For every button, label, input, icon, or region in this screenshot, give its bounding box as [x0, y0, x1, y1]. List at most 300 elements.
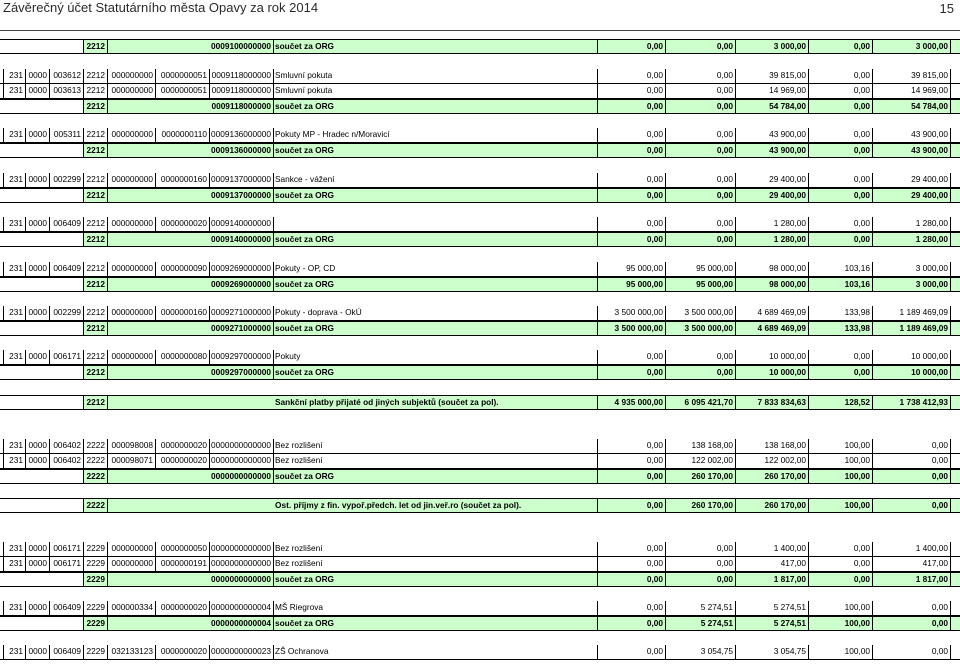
grid-line — [665, 100, 666, 113]
grid-line — [872, 439, 873, 453]
grid-line — [83, 233, 84, 246]
org-subtotal-row — [0, 616, 960, 631]
cell-v4: 0,00 — [853, 234, 870, 244]
cell-org: 0009136000000 — [211, 145, 271, 155]
grid-line — [3, 645, 4, 659]
cell-v5: 1 189 469,09 — [899, 323, 948, 333]
cell-label: Bez rozlišení — [275, 558, 323, 568]
grid-line — [597, 573, 598, 586]
cell-v1: 0,00 — [646, 129, 663, 139]
grid-line — [872, 573, 873, 586]
cell-v5: 43 900,00 — [911, 129, 948, 139]
cell-v4: 0,00 — [853, 174, 870, 184]
grid-line — [597, 542, 598, 556]
table-row — [0, 173, 960, 188]
grid-line — [808, 144, 809, 157]
cell-a: 231 — [9, 70, 23, 80]
cell-b: 0000 — [28, 70, 47, 80]
cell-c: 006171 — [53, 543, 81, 553]
cell-org: 0000000000000 — [211, 440, 271, 450]
grid-line — [665, 128, 666, 142]
grid-line — [83, 366, 84, 379]
grid-line — [209, 601, 210, 615]
grid-line — [665, 173, 666, 187]
cell-c: 006402 — [53, 440, 81, 450]
grid-line — [155, 601, 156, 615]
cell-f: 0000000080 — [160, 351, 207, 361]
grid-line — [209, 454, 210, 468]
cell-v2: 95 000,00 — [696, 279, 733, 289]
cell-v5: 0,00 — [931, 471, 948, 481]
grid-line — [950, 542, 951, 556]
cell-para: 2212 — [86, 129, 105, 139]
cell-v5: 1 280,00 — [915, 218, 948, 228]
grid-line — [209, 217, 210, 231]
grid-line — [25, 350, 26, 364]
cell-c: 006409 — [53, 602, 81, 612]
cell-label: součet za ORG — [275, 367, 335, 377]
cell-v5: 0,00 — [931, 602, 948, 612]
grid-line — [808, 470, 809, 483]
cell-org: 0000000000000 — [211, 574, 271, 584]
grid-line — [25, 69, 26, 83]
grid-line — [155, 217, 156, 231]
cell-f: 0000000110 — [161, 129, 207, 139]
cell-org: 0009100000000 — [211, 41, 271, 51]
grid-line — [665, 217, 666, 231]
cell-b: 0000 — [28, 351, 47, 361]
cell-e: 000098071 — [111, 455, 153, 465]
cell-org: 0000000000004 — [211, 618, 271, 628]
grid-line — [83, 217, 84, 231]
cell-para: 2222 — [86, 455, 105, 465]
item-total-row — [0, 395, 960, 410]
grid-line — [83, 499, 84, 512]
cell-v3: 417,00 — [780, 558, 806, 568]
cell-f: 0000000020 — [160, 440, 207, 450]
grid-line — [950, 322, 951, 335]
grid-line — [735, 601, 736, 615]
cell-b: 0000 — [28, 543, 47, 553]
cell-para: 2212 — [86, 41, 105, 51]
cell-v5: 43 900,00 — [911, 145, 948, 155]
table-row — [0, 128, 960, 143]
cell-v3: 14 969,00 — [769, 85, 806, 95]
cell-org: 0009118000000 — [211, 70, 271, 80]
grid-line — [209, 306, 210, 320]
grid-line — [872, 601, 873, 615]
cell-v2: 5 274,51 — [700, 618, 733, 628]
cell-v2: 260 170,00 — [691, 500, 733, 510]
grid-line — [735, 557, 736, 571]
cell-v3: 7 833 834,63 — [757, 397, 806, 407]
cell-a: 231 — [9, 174, 23, 184]
cell-v5: 1 400,00 — [915, 543, 948, 553]
grid-line — [83, 573, 84, 586]
cell-para: 2229 — [86, 646, 105, 656]
cell-org: 0009271000000 — [211, 323, 271, 333]
grid-line — [155, 84, 156, 98]
grid-line — [107, 128, 108, 142]
org-subtotal-row — [0, 188, 960, 203]
cell-c: 006409 — [53, 263, 81, 273]
cell-a: 231 — [9, 307, 23, 317]
grid-line — [950, 350, 951, 364]
cell-v1: 0,00 — [646, 218, 663, 228]
row-lead — [0, 144, 83, 157]
grid-line — [735, 262, 736, 276]
grid-line — [872, 499, 873, 512]
cell-f: 0000000051 — [160, 70, 207, 80]
grid-line — [735, 100, 736, 113]
cell-v5: 0,00 — [931, 500, 948, 510]
cell-v2: 0,00 — [716, 218, 733, 228]
grid-line — [273, 557, 274, 571]
grid-line — [107, 645, 108, 659]
grid-line — [597, 439, 598, 453]
grid-line — [950, 128, 951, 142]
grid-line — [872, 278, 873, 291]
cell-v5: 10 000,00 — [911, 351, 948, 361]
cell-f: 0000000160 — [160, 174, 207, 184]
grid-line — [950, 306, 951, 320]
grid-line — [107, 144, 108, 157]
grid-line — [872, 470, 873, 483]
cell-v3: 39 815,00 — [769, 70, 806, 80]
cell-v5: 29 400,00 — [911, 190, 948, 200]
cell-label — [273, 217, 597, 231]
grid-line — [597, 645, 598, 659]
cell-label: Ost. příjmy z fin. vypoř.předch. let od jin.veř.ro (součet za pol). — [275, 500, 522, 510]
grid-line — [735, 499, 736, 512]
cell-c: 002299 — [53, 307, 81, 317]
grid-line — [735, 128, 736, 142]
grid-line — [25, 645, 26, 659]
grid-line — [155, 128, 156, 142]
grid-line — [950, 278, 951, 291]
grid-line — [808, 189, 809, 202]
grid-line — [25, 262, 26, 276]
cell-a: 231 — [9, 351, 23, 361]
grid-line — [25, 454, 26, 468]
grid-line — [107, 40, 108, 53]
grid-line — [273, 306, 274, 320]
grid-line — [107, 542, 108, 556]
cell-v1: 95 000,00 — [626, 263, 663, 273]
cell-org: 0009137000000 — [211, 174, 271, 184]
cell-a: 231 — [9, 440, 23, 450]
org-subtotal-row — [0, 365, 960, 380]
cell-v3: 98 000,00 — [769, 263, 806, 273]
cell-para: 2212 — [86, 397, 105, 407]
grid-line — [107, 84, 108, 98]
cell-v4: 100,00 — [844, 440, 870, 450]
grid-line — [872, 350, 873, 364]
cell-org: 0000000000023 — [211, 646, 271, 656]
cell-org: 0009136000000 — [211, 129, 271, 139]
cell-v5: 0,00 — [931, 440, 948, 450]
grid-line — [209, 645, 210, 659]
grid-line — [950, 100, 951, 113]
cell-a: 231 — [9, 646, 23, 656]
cell-para: 2212 — [86, 190, 105, 200]
table-row — [0, 645, 960, 660]
grid-line — [665, 233, 666, 246]
cell-v3: 3 000,00 — [773, 41, 806, 51]
cell-f: 0000000020 — [160, 455, 207, 465]
cell-label: součet za ORG — [275, 471, 335, 481]
cell-label: součet za ORG — [275, 574, 335, 584]
cell-e: 000000334 — [111, 602, 153, 612]
grid-line — [273, 262, 274, 276]
page-number: 15 — [939, 1, 954, 16]
grid-line — [808, 439, 809, 453]
cell-v3: 260 170,00 — [764, 471, 806, 481]
grid-line — [872, 645, 873, 659]
grid-line — [25, 217, 26, 231]
cell-v3: 138 168,00 — [764, 440, 806, 450]
grid-line — [107, 100, 108, 113]
grid-line — [273, 470, 274, 483]
cell-label: Bez rozlišení — [275, 543, 323, 553]
grid-line — [665, 557, 666, 571]
cell-a: 231 — [9, 263, 23, 273]
grid-line — [107, 217, 108, 231]
grid-line — [735, 69, 736, 83]
cell-v2: 3 500 000,00 — [684, 323, 733, 333]
grid-line — [107, 366, 108, 379]
cell-c: 003612 — [53, 70, 81, 80]
cell-para: 2212 — [86, 307, 105, 317]
cell-v3: 4 689 469,09 — [757, 307, 806, 317]
row-lead — [0, 366, 83, 379]
cell-org: 0009271000000 — [211, 307, 271, 317]
cell-org: 0000000000000 — [211, 455, 271, 465]
cell-v2: 0,00 — [716, 174, 733, 184]
grid-line — [597, 128, 598, 142]
cell-b: 0000 — [28, 646, 47, 656]
cell-v1: 0,00 — [646, 646, 663, 656]
cell-org: 0009140000000 — [211, 218, 271, 228]
grid-line — [872, 322, 873, 335]
grid-line — [735, 350, 736, 364]
grid-line — [597, 100, 598, 113]
cell-v5: 0,00 — [931, 455, 948, 465]
cell-label: součet za ORG — [275, 234, 335, 244]
cell-label: součet za ORG — [275, 279, 335, 289]
grid-line — [3, 306, 4, 320]
grid-line — [49, 439, 50, 453]
grid-line — [273, 645, 274, 659]
cell-para: 2222 — [86, 440, 105, 450]
grid-line — [665, 454, 666, 468]
cell-v4: 0,00 — [853, 367, 870, 377]
grid-line — [597, 306, 598, 320]
cell-v1: 0,00 — [646, 101, 663, 111]
cell-e: 000000000 — [111, 263, 153, 273]
table-row — [0, 69, 960, 84]
cell-v1: 95 000,00 — [626, 279, 663, 289]
row-lead — [0, 100, 83, 113]
cell-e: 000000000 — [111, 129, 153, 139]
grid-line — [950, 40, 951, 53]
grid-line — [107, 350, 108, 364]
grid-line — [872, 396, 873, 409]
grid-line — [273, 189, 274, 202]
grid-line — [735, 306, 736, 320]
grid-line — [597, 69, 598, 83]
cell-v2: 5 274,51 — [700, 602, 733, 612]
cell-v3: 1 400,00 — [773, 543, 806, 553]
grid-line — [155, 542, 156, 556]
cell-label: Smluvní pokuta — [275, 70, 333, 80]
cell-v1: 0,00 — [646, 455, 663, 465]
cell-org: 0000000000004 — [211, 602, 271, 612]
cell-label: součet za ORG — [275, 41, 335, 51]
cell-c: 002299 — [53, 174, 81, 184]
grid-line — [665, 542, 666, 556]
grid-line — [49, 69, 50, 83]
cell-v4: 100,00 — [844, 471, 870, 481]
grid-line — [665, 601, 666, 615]
grid-line — [25, 439, 26, 453]
cell-v3: 5 274,51 — [773, 618, 806, 628]
cell-f: 0000000051 — [160, 85, 207, 95]
grid-line — [83, 454, 84, 468]
grid-line — [950, 645, 951, 659]
cell-label: Smluvní pokuta — [275, 85, 333, 95]
cell-label: součet za ORG — [275, 190, 335, 200]
grid-line — [808, 278, 809, 291]
grid-line — [3, 262, 4, 276]
cell-v5: 3 000,00 — [915, 41, 948, 51]
cell-para: 2212 — [86, 263, 105, 273]
grid-line — [597, 350, 598, 364]
cell-v4: 128,52 — [844, 397, 870, 407]
grid-line — [83, 40, 84, 53]
cell-a: 231 — [9, 455, 23, 465]
cell-e: 000000000 — [111, 70, 153, 80]
cell-v2: 0,00 — [716, 234, 733, 244]
cell-a: 231 — [9, 558, 23, 568]
table-row — [0, 350, 960, 365]
grid-line — [107, 601, 108, 615]
grid-line — [597, 189, 598, 202]
cell-v2: 0,00 — [716, 190, 733, 200]
grid-line — [597, 173, 598, 187]
cell-c: 006402 — [53, 455, 81, 465]
cell-para: 2212 — [86, 351, 105, 361]
grid-line — [83, 645, 84, 659]
cell-v5: 10 000,00 — [911, 367, 948, 377]
grid-line — [107, 470, 108, 483]
grid-line — [597, 601, 598, 615]
document-title: Závěrečný účet Statutárního města Opavy za rok 2014 — [3, 0, 319, 15]
table-row — [0, 601, 960, 616]
cell-v4: 133,98 — [844, 307, 870, 317]
grid-line — [872, 40, 873, 53]
grid-line — [273, 573, 274, 586]
table-row — [0, 557, 960, 572]
row-lead — [0, 470, 83, 483]
cell-label: Bez rozlišení — [275, 455, 323, 465]
grid-line — [950, 617, 951, 630]
cell-org: 0000000000000 — [211, 471, 271, 481]
grid-line — [107, 499, 108, 512]
org-subtotal-row — [0, 99, 960, 114]
cell-v4: 100,00 — [844, 602, 870, 612]
grid-line — [49, 173, 50, 187]
cell-v4: 0,00 — [853, 351, 870, 361]
cell-v3: 260 170,00 — [764, 500, 806, 510]
cell-v5: 0,00 — [931, 646, 948, 656]
cell-e: 000000000 — [111, 85, 153, 95]
cell-label: MŠ Riegrova — [275, 602, 323, 612]
cell-v3: 54 784,00 — [769, 101, 806, 111]
grid-line — [273, 542, 274, 556]
cell-v3: 4 689 469,09 — [757, 323, 806, 333]
grid-line — [665, 439, 666, 453]
cell-para: 2229 — [86, 558, 105, 568]
grid-line — [3, 173, 4, 187]
cell-v2: 138 168,00 — [691, 440, 733, 450]
grid-line — [273, 217, 274, 231]
cell-label: Bez rozlišení — [275, 440, 323, 450]
grid-line — [107, 189, 108, 202]
cell-v1: 0,00 — [646, 440, 663, 450]
grid-line — [49, 557, 50, 571]
grid-line — [83, 396, 84, 409]
grid-line — [665, 40, 666, 53]
grid-line — [735, 454, 736, 468]
grid-line — [83, 278, 84, 291]
grid-line — [25, 601, 26, 615]
cell-b: 0000 — [28, 85, 47, 95]
cell-v4: 0,00 — [853, 145, 870, 155]
grid-line — [597, 40, 598, 53]
cell-v1: 0,00 — [646, 367, 663, 377]
cell-f: 0000000191 — [160, 558, 207, 568]
cell-b: 0000 — [28, 440, 47, 450]
cell-para: 2212 — [86, 218, 105, 228]
grid-line — [665, 617, 666, 630]
cell-para: 2222 — [86, 471, 105, 481]
cell-v2: 0,00 — [716, 574, 733, 584]
table-row — [0, 217, 960, 232]
grid-line — [25, 173, 26, 187]
grid-line — [597, 322, 598, 335]
grid-line — [107, 322, 108, 335]
cell-a: 231 — [9, 543, 23, 553]
grid-line — [665, 144, 666, 157]
grid-line — [808, 645, 809, 659]
grid-line — [808, 40, 809, 53]
cell-a: 231 — [9, 129, 23, 139]
cell-v5: 3 000,00 — [915, 279, 948, 289]
grid-line — [597, 233, 598, 246]
grid-line — [107, 233, 108, 246]
cell-v5: 54 784,00 — [911, 101, 948, 111]
grid-line — [597, 278, 598, 291]
grid-line — [950, 217, 951, 231]
grid-line — [872, 84, 873, 98]
cell-v2: 0,00 — [716, 129, 733, 139]
grid-line — [872, 306, 873, 320]
grid-line — [735, 645, 736, 659]
row-lead — [0, 40, 83, 53]
grid-line — [83, 69, 84, 83]
grid-line — [665, 322, 666, 335]
